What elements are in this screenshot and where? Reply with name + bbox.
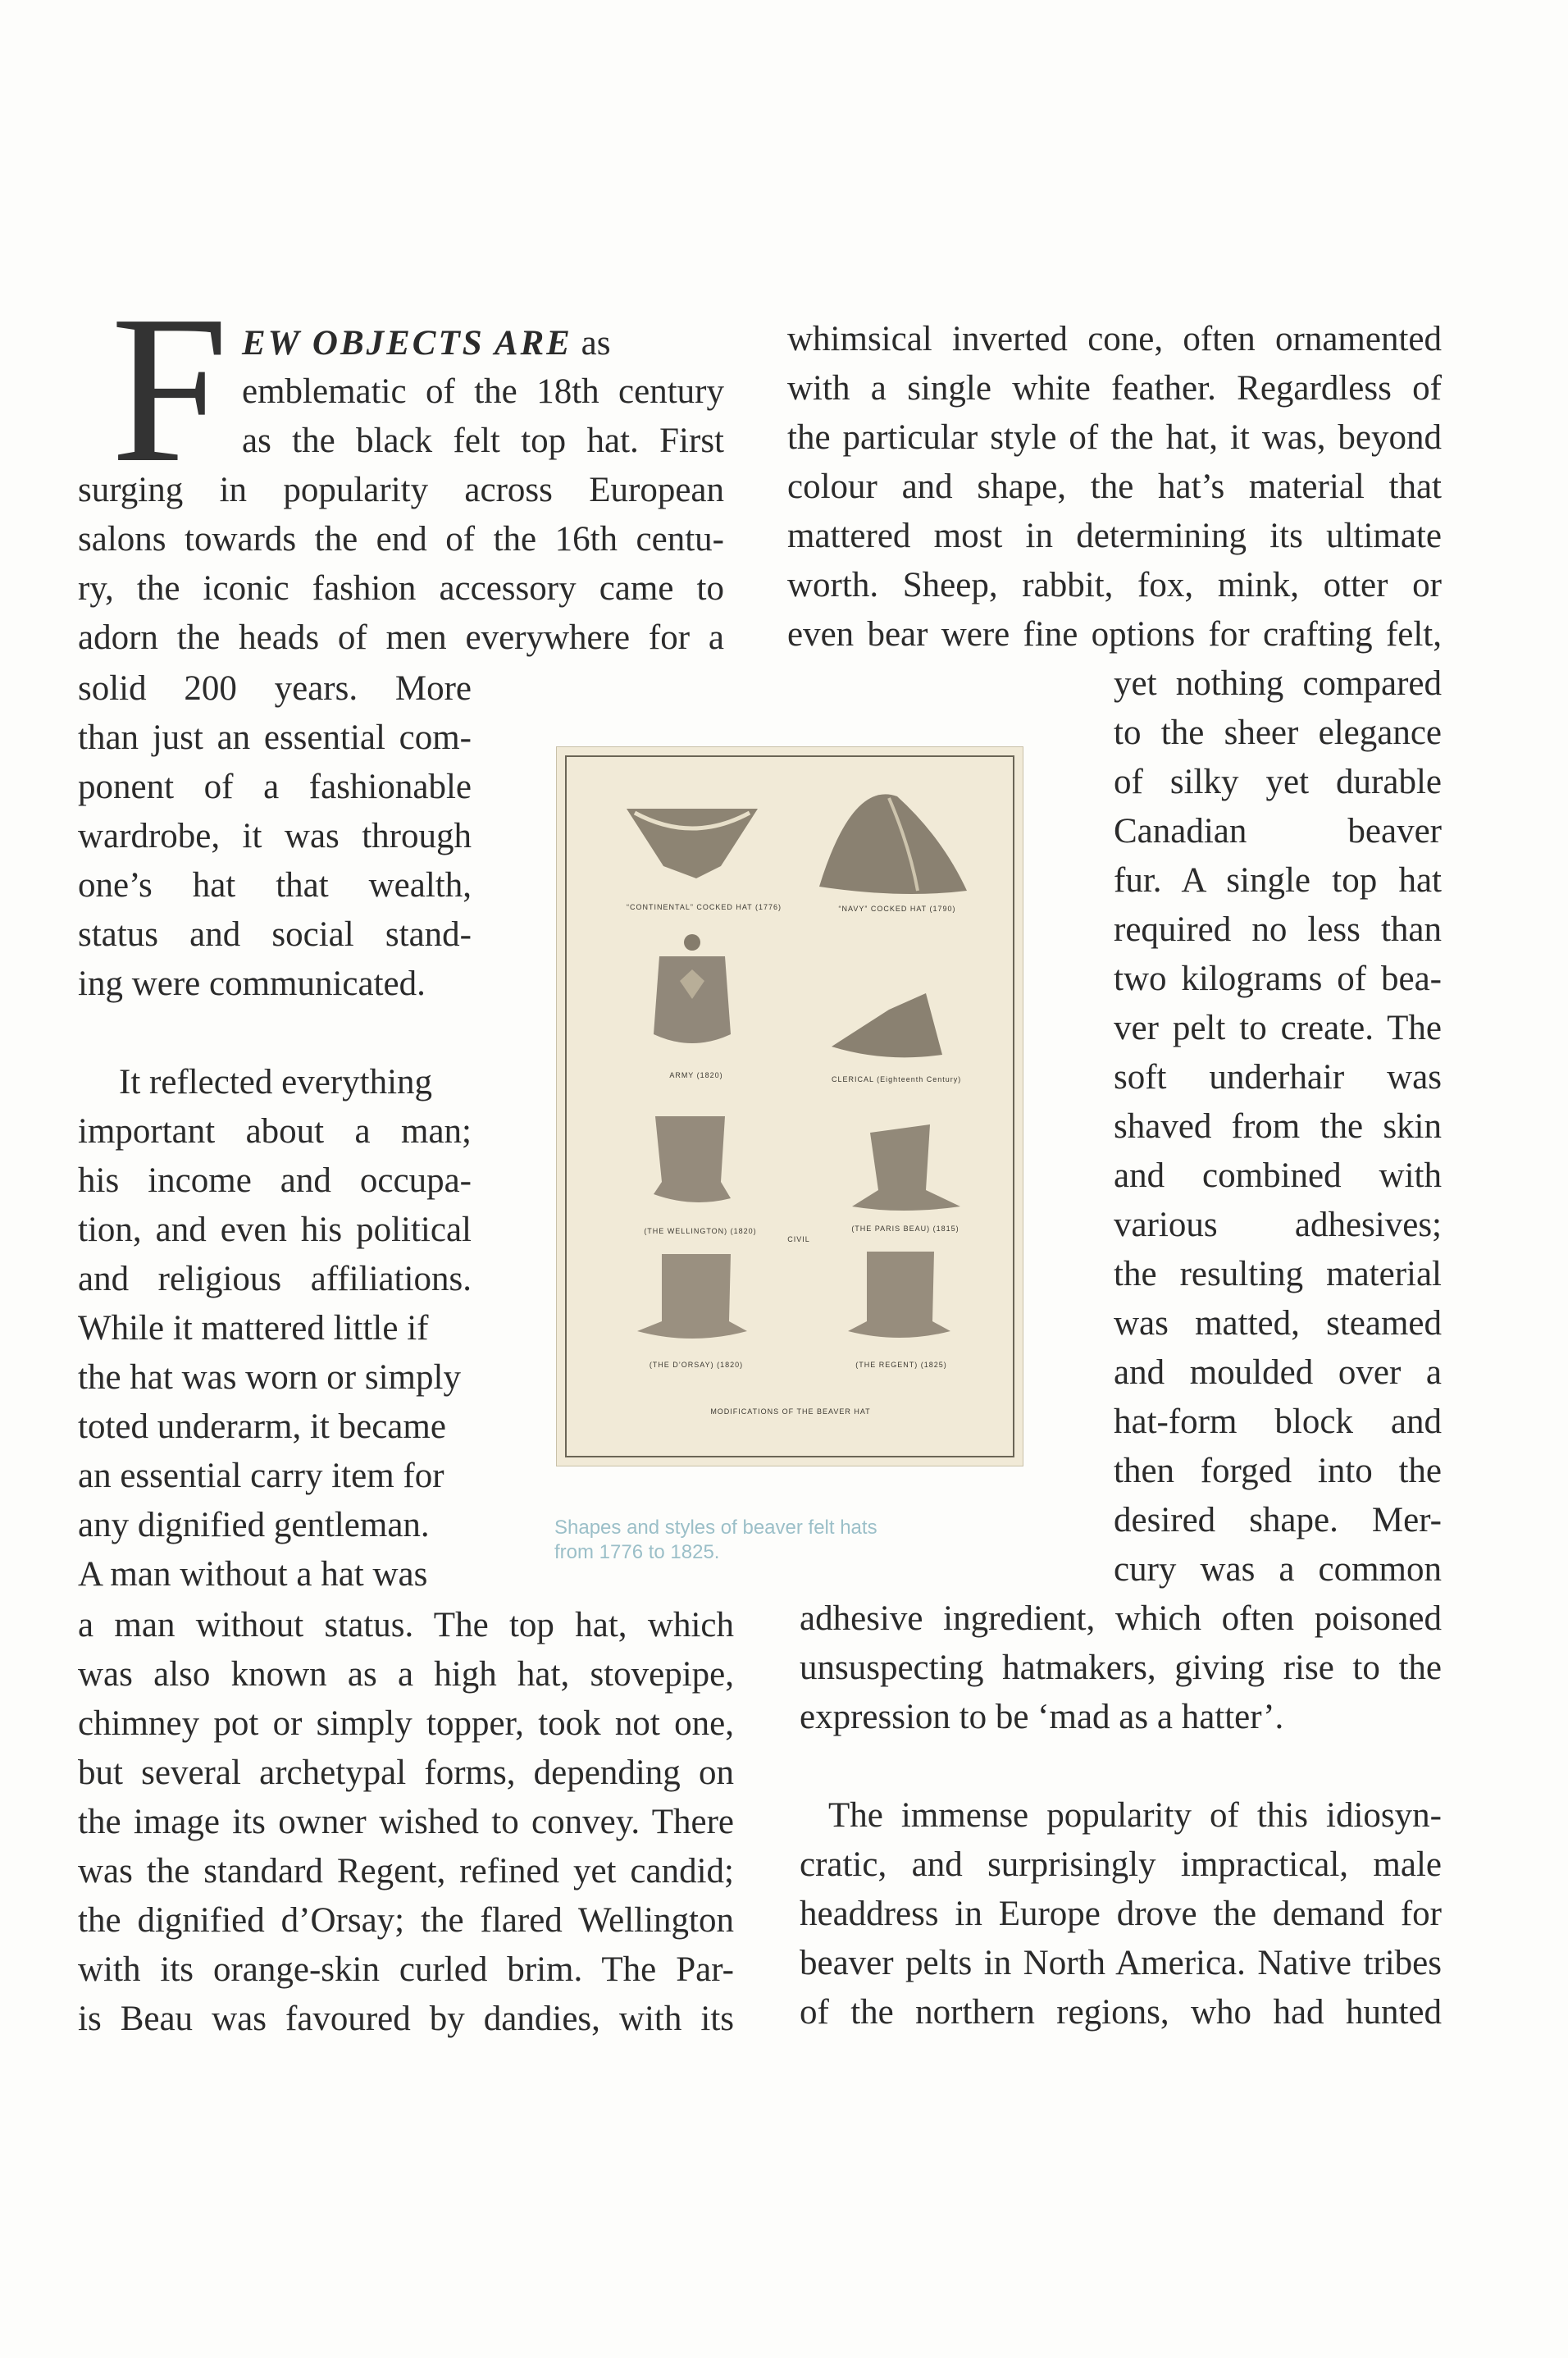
left-line-24: A man without a hat was — [78, 1555, 428, 1594]
left-line-3: surging in popularity across European — [78, 471, 724, 509]
left-line-27: chimney pot or simply topper, took not one, — [78, 1704, 734, 1743]
left-line-7: solid 200 years. More — [78, 669, 472, 708]
right-line-4: mattered most in determining its ultimate — [787, 517, 1442, 555]
opening-line — [242, 319, 610, 368]
left-line-17: tion, and even his political — [78, 1211, 472, 1249]
right-line-16: shaved from the skin — [1114, 1107, 1442, 1146]
wellington-hat-icon — [654, 1116, 731, 1202]
left-line-21: toted underarm, it became — [78, 1407, 446, 1446]
label-continental: “CONTINENTAL” COCKED HAT (1776) — [627, 903, 782, 911]
right-line-18: various adhesives; — [1114, 1206, 1442, 1244]
right-line-33: of the northern regions, who had hunted — [800, 1993, 1442, 2032]
label-regent: (THE REGENT) (1825) — [855, 1361, 947, 1369]
left-line-32: with its orange-skin curled brim. The Par- — [78, 1950, 734, 1989]
regent-hat-icon — [848, 1252, 950, 1338]
right-line-15: soft underhair was — [1114, 1058, 1442, 1097]
clerical-hat-icon — [832, 993, 942, 1057]
left-line-20: the hat was worn or simply — [78, 1358, 461, 1397]
drop-cap: F — [111, 271, 229, 506]
left-line-6: adorn the heads of men everywhere for a — [78, 618, 724, 657]
label-clerical: CLERICAL (Eighteenth Century) — [832, 1075, 962, 1083]
army-shako-plume-icon — [684, 934, 700, 951]
left-line-12: status and social stand- — [78, 915, 472, 954]
right-line-20: was matted, steamed — [1114, 1304, 1442, 1343]
right-line-29: The immense popularity of this idiosyn- — [828, 1796, 1442, 1835]
left-line-18: and religious affiliations. — [78, 1260, 472, 1298]
opening-smallcaps: EW OBJECTS ARE — [242, 324, 572, 363]
right-line-5: worth. Sheep, rabbit, fox, mink, otter or — [787, 566, 1442, 604]
hat-drawings — [557, 747, 1023, 1466]
left-line-14: It reflected everything — [119, 1063, 433, 1101]
label-army: ARMY (1820) — [669, 1071, 723, 1079]
left-line-10: wardrobe, it was through — [78, 817, 472, 855]
right-line-19: the resulting material — [1114, 1255, 1442, 1293]
label-modifications: MODIFICATIONS OF THE BEAVER HAT — [710, 1407, 871, 1416]
left-line-2: as the black felt top hat. First — [242, 422, 724, 460]
label-dorsay: (THE D’ORSAY) (1820) — [649, 1361, 744, 1369]
right-line-31: headdress in Europe drove the demand for — [800, 1895, 1442, 1933]
right-line-2: the particular style of the hat, it was, beyond — [787, 418, 1442, 457]
right-line-10: Canadian beaver — [1114, 812, 1442, 851]
right-line-21: and moulded over a — [1114, 1353, 1442, 1392]
figure-caption — [554, 1516, 981, 1565]
left-line-19: While it mattered little if — [78, 1309, 429, 1348]
left-line-33: is Beau was favoured by dandies, with its — [78, 2000, 734, 2038]
right-line-8: to the sheer elegance — [1114, 714, 1442, 752]
left-line-5: ry, the iconic fashion accessory came to — [78, 569, 724, 608]
left-line-15: important about a man; — [78, 1112, 472, 1151]
label-navy: “NAVY” COCKED HAT (1790) — [838, 905, 956, 913]
opening-line-rest: as — [572, 324, 611, 363]
right-line-0: whimsical inverted cone, often ornamented — [787, 320, 1442, 358]
left-line-30: was the standard Regent, refined yet candid; — [78, 1852, 734, 1891]
label-wellington: (THE WELLINGTON) (1820) — [644, 1227, 757, 1235]
left-line-13: ing were communicated. — [78, 965, 426, 1003]
left-line-8: than just an essential com- — [78, 718, 472, 757]
left-line-25: a man without status. The top hat, which — [78, 1606, 734, 1644]
left-line-31: the dignified d’Orsay; the flared Wellington — [78, 1901, 734, 1940]
right-line-25: cury was a common — [1114, 1550, 1442, 1589]
left-line-23: any dignified gentleman. — [78, 1506, 430, 1544]
right-line-24: desired shape. Mer- — [1114, 1501, 1442, 1539]
caption-line-2: from 1776 to 1825. — [554, 1541, 720, 1563]
army-shako-icon — [654, 956, 731, 1043]
right-line-22: hat-form block and — [1114, 1402, 1442, 1441]
right-line-11: fur. A single top hat — [1114, 861, 1442, 900]
left-line-9: ponent of a fashionable — [78, 768, 472, 806]
right-line-26: adhesive ingredient, which often poisoned — [800, 1599, 1442, 1638]
left-line-1: emblematic of the 18th century — [242, 372, 724, 411]
right-line-30: cratic, and surprisingly impractical, male — [800, 1845, 1442, 1884]
caption-line-1: Shapes and styles of beaver felt hats — [554, 1517, 877, 1539]
label-paris-beau: (THE PARIS BEAU) (1815) — [851, 1225, 959, 1233]
dorsay-hat-icon — [637, 1254, 747, 1339]
right-line-6: even bear were fine options for crafting felt, — [787, 615, 1442, 654]
right-line-3: colour and shape, the hat’s material that — [787, 467, 1442, 506]
left-line-16: his income and occupa- — [78, 1161, 472, 1200]
right-line-7: yet nothing compared — [1114, 664, 1442, 703]
right-line-27: unsuspecting hatmakers, giving rise to the — [800, 1649, 1442, 1687]
left-line-26: was also known as a high hat, stovepipe, — [78, 1655, 734, 1694]
right-line-23: then forged into the — [1114, 1452, 1442, 1490]
right-line-17: and combined with — [1114, 1156, 1442, 1195]
hat-illustration — [556, 746, 1023, 1466]
right-line-32: beaver pelts in North America. Native tribes — [800, 1944, 1442, 1982]
left-line-22: an essential carry item for — [78, 1457, 444, 1495]
right-line-14: ver pelt to create. The — [1114, 1009, 1442, 1047]
left-line-28: but several archetypal forms, depending on — [78, 1754, 734, 1792]
right-line-9: of silky yet durable — [1114, 763, 1442, 801]
right-line-1: with a single white feather. Regardless of — [787, 369, 1442, 408]
right-line-13: two kilograms of bea- — [1114, 960, 1442, 998]
left-line-11: one’s hat that wealth, — [78, 866, 472, 905]
left-line-4: salons towards the end of the 16th centu- — [78, 520, 724, 559]
left-line-29: the image its owner wished to convey. There — [78, 1803, 734, 1841]
paris-beau-hat-icon — [852, 1124, 960, 1211]
right-line-12: required no less than — [1114, 910, 1442, 949]
label-civil: CIVIL — [787, 1235, 810, 1243]
right-line-28: expression to be ‘mad as a hatter’. — [800, 1698, 1284, 1736]
